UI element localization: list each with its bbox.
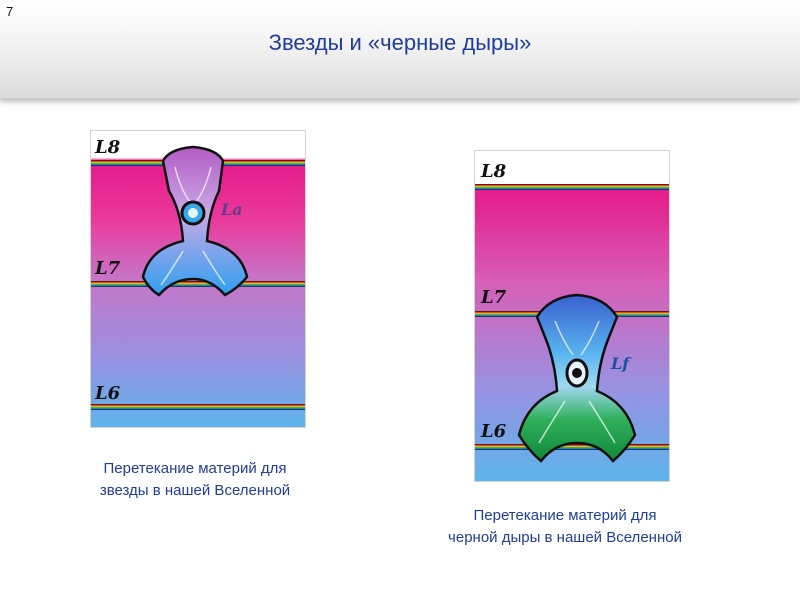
black-hole-diagram <box>474 150 670 482</box>
level-label-lf: Lf <box>611 354 630 373</box>
star-diagram-graphic <box>91 131 305 427</box>
black-hole-center <box>572 368 582 378</box>
black-hole-diagram-graphic <box>475 151 669 481</box>
black-hole-caption-line-2: черной дыры в нашей Вселенной <box>448 529 682 546</box>
slide-title: Звезды и «черные дыры» <box>268 30 532 55</box>
level-label-l8: L8 <box>481 161 507 182</box>
star-caption <box>60 458 330 502</box>
black-hole-caption-line-1: Перетекание материй для <box>473 507 657 524</box>
black-hole-caption <box>410 505 720 549</box>
star-diagram <box>90 130 306 428</box>
star-caption-line-1: Перетекание материй для <box>103 460 287 477</box>
level-label-l8: L8 <box>95 137 121 158</box>
star-core-center <box>188 208 198 218</box>
level-band-l7 <box>91 281 305 287</box>
level-label-l6: L6 <box>95 383 121 404</box>
level-label-la: La <box>221 200 243 219</box>
level-band-l6 <box>475 444 669 450</box>
level-label-l7: L7 <box>95 258 121 279</box>
level-label-l7: L7 <box>481 287 507 308</box>
star-caption-line-2: звезды в нашей Вселенной <box>99 482 291 499</box>
slide-number: 7 <box>6 4 14 19</box>
level-band-l8 <box>475 184 669 190</box>
level-label-l6: L6 <box>481 421 507 442</box>
level-band-l6 <box>91 404 305 410</box>
